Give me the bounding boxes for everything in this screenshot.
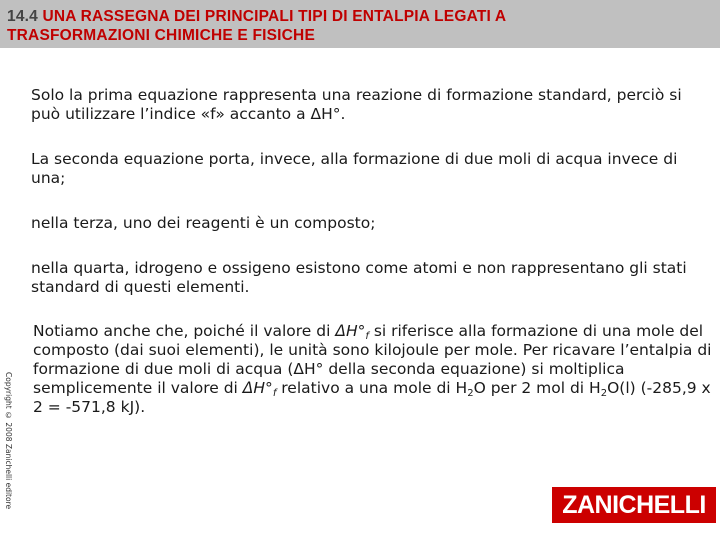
paragraph-3: nella terza, uno dei reagenti è un composto; — [31, 214, 376, 232]
paragraph-2: La seconda equazione porta, invece, alla formazione di due moli di acqua invece di una; — [31, 150, 678, 187]
title-line-1: UNA RASSEGNA DEI PRINCIPALI TIPI DI ENTALPIA LEGATI A — [37, 8, 507, 25]
subscript-2: 2 — [467, 388, 474, 399]
section-number: 14.4 — [7, 8, 38, 25]
delta-h-symbol: ΔH° — [335, 322, 366, 340]
header-bar — [0, 0, 720, 48]
p5-text-3: relativo a una mole di H — [276, 379, 468, 397]
copyright-notice — [2, 372, 15, 534]
subscript-f: f — [365, 331, 369, 342]
zanichelli-logo: ZANICHELLI — [552, 487, 716, 523]
p5-text-1: Notiamo anche che, poiché il valore di — [33, 322, 336, 340]
p5-text-4: O per 2 mol di H — [473, 379, 601, 397]
slide-title — [7, 7, 707, 45]
paragraph-4: nella quarta, idrogeno e ossigeno esistono come atomi e non rappresentano gli stati standard di questi elementi. — [31, 259, 687, 296]
p5-text-2: si riferisce alla formazione di una mole del composto (dai suoi elementi), le unità sono kilojoule per mole. Per ricavare l’entalpia di formazione di due moli di acqua (ΔH° della seconda equazione) si moltiplica semplicemente il valore di — [33, 322, 712, 397]
subscript-2: 2 — [600, 388, 608, 399]
paragraph-5 — [33, 322, 713, 417]
copyright-text: Copyright © 2008 Zanichelli editore — [4, 372, 13, 510]
delta-h-symbol: ΔH° — [242, 379, 273, 397]
subscript-f: f — [272, 388, 277, 399]
paragraph-1: Solo la prima equazione rappresenta una reazione di formazione standard, perciò si può utilizzare l’indice «f» accanto a ΔH°. — [31, 86, 682, 123]
p5-text-5: O(l) (-285,9 x 2 = -571,8 kJ). — [33, 379, 711, 416]
title-line-2: TRASFORMAZIONI CHIMICHE E FISICHE — [7, 27, 315, 44]
